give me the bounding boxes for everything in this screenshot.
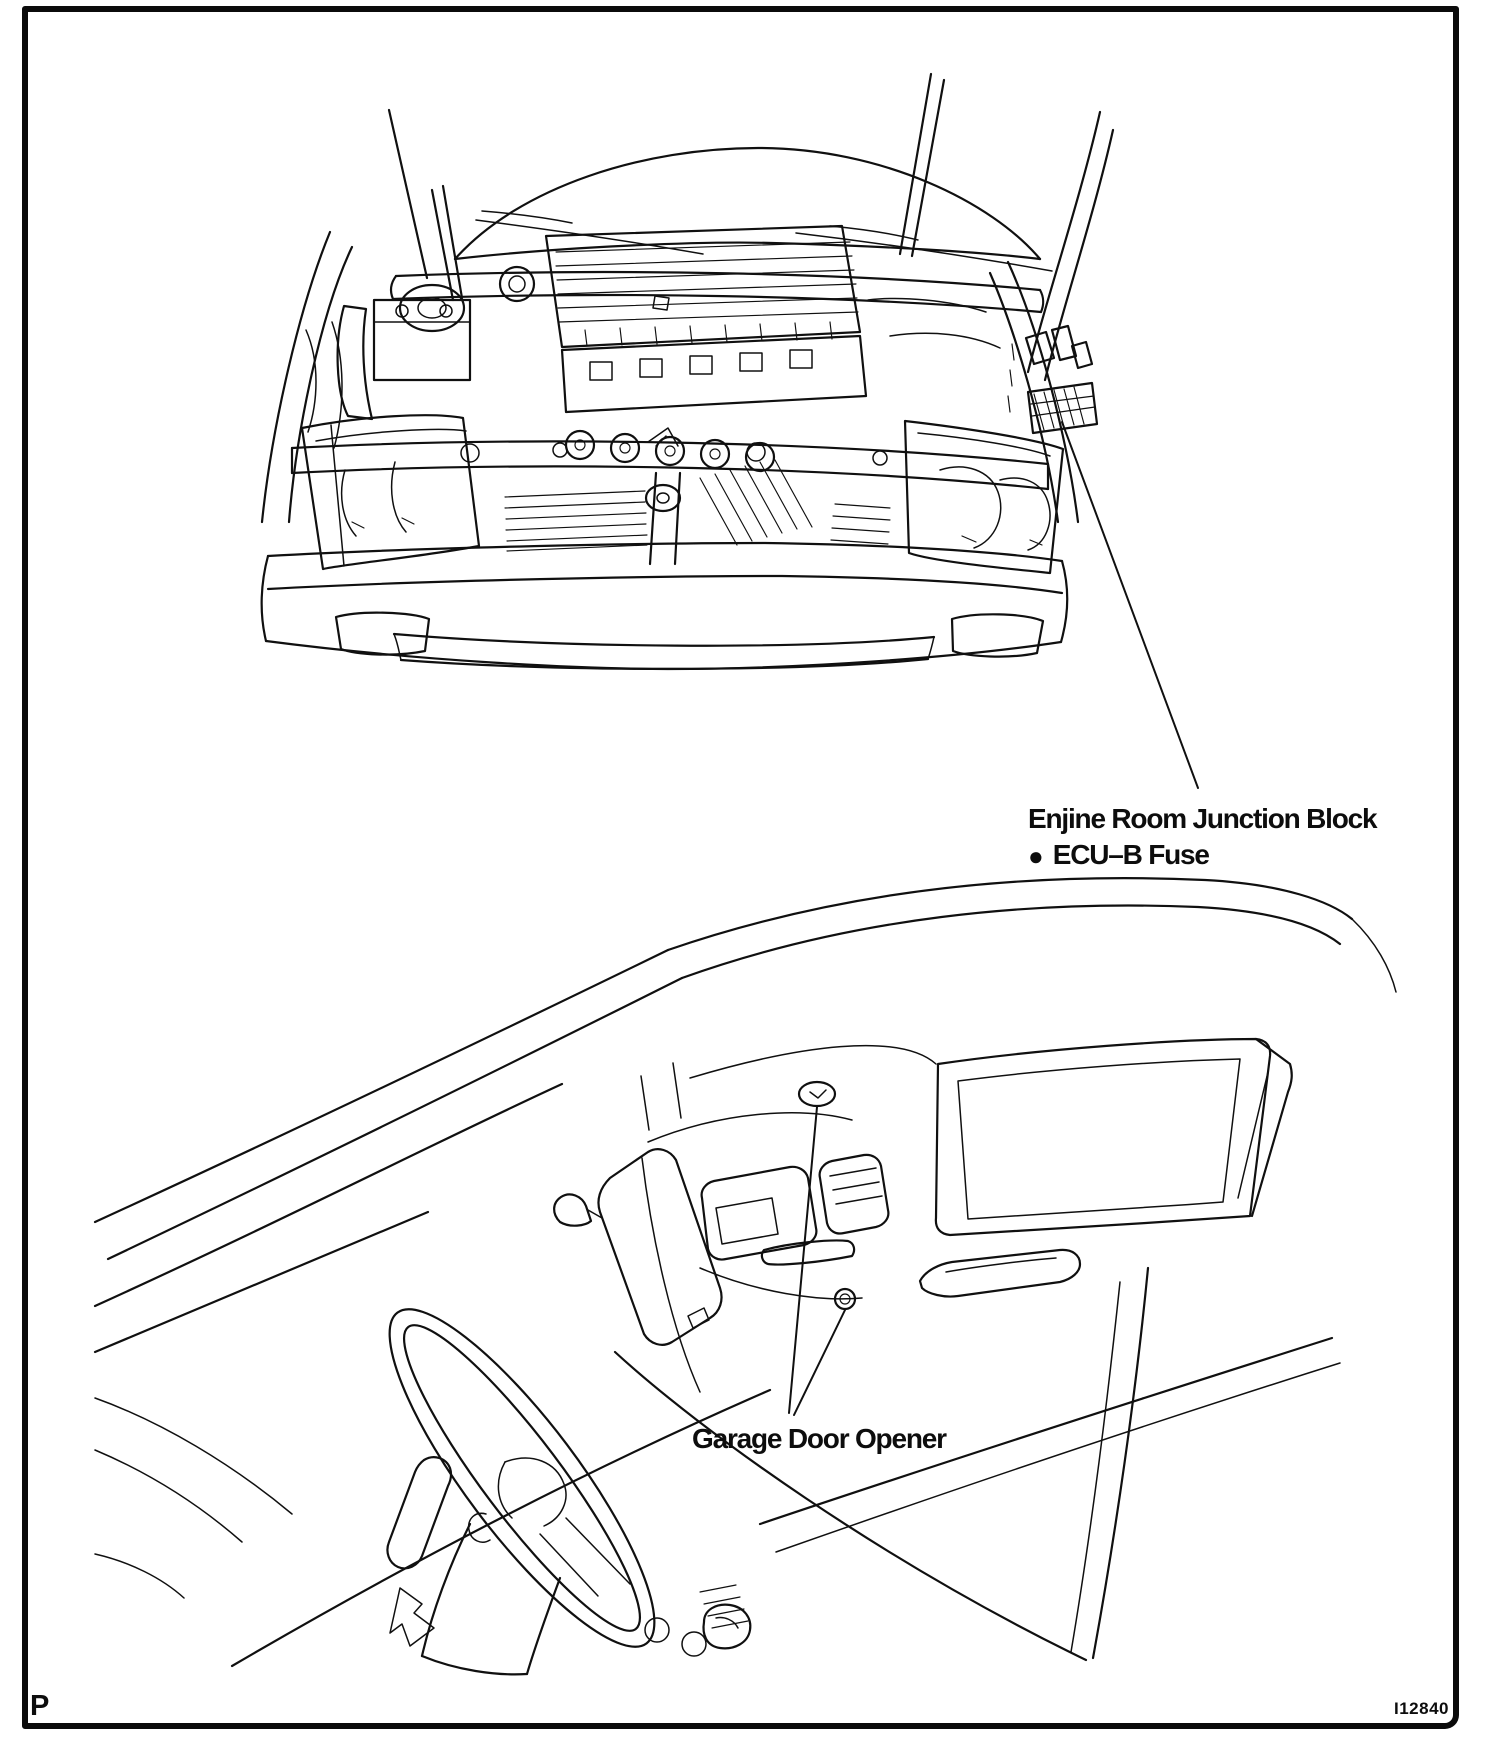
- callout-line1: Enjine Room Junction Block: [1028, 803, 1377, 834]
- engine-junction-block: [1008, 326, 1097, 433]
- grab-handle: [920, 1250, 1080, 1297]
- map-light-button: [799, 1082, 835, 1106]
- open-hood: [389, 74, 1113, 380]
- engine-components: [338, 226, 866, 471]
- callout-line2-text: ECU–B Fuse: [1052, 839, 1209, 870]
- dashboard-lines: [95, 1338, 1340, 1666]
- steering-wheel: [353, 1279, 692, 1677]
- callout-line2: [1028, 837, 1376, 874]
- sunroof: [936, 1039, 1292, 1235]
- page-letter: P: [30, 1690, 50, 1722]
- garage-door-opener-callout: Garage Door Opener: [692, 1423, 946, 1454]
- fender-lines: [262, 232, 1078, 522]
- engine-junction-block-callout: [1028, 801, 1376, 874]
- junction-block-leader-line: [1062, 422, 1198, 788]
- interior-illustration: [95, 878, 1396, 1677]
- figure-code: I12840: [1394, 1699, 1449, 1718]
- engine-bay-illustration: [262, 74, 1113, 669]
- turn-signal-stalk: [387, 1457, 451, 1568]
- a-pillar-and-roof: [95, 878, 1396, 1658]
- overhead-console: [554, 1063, 888, 1392]
- bullet-icon: ●: [1028, 841, 1044, 871]
